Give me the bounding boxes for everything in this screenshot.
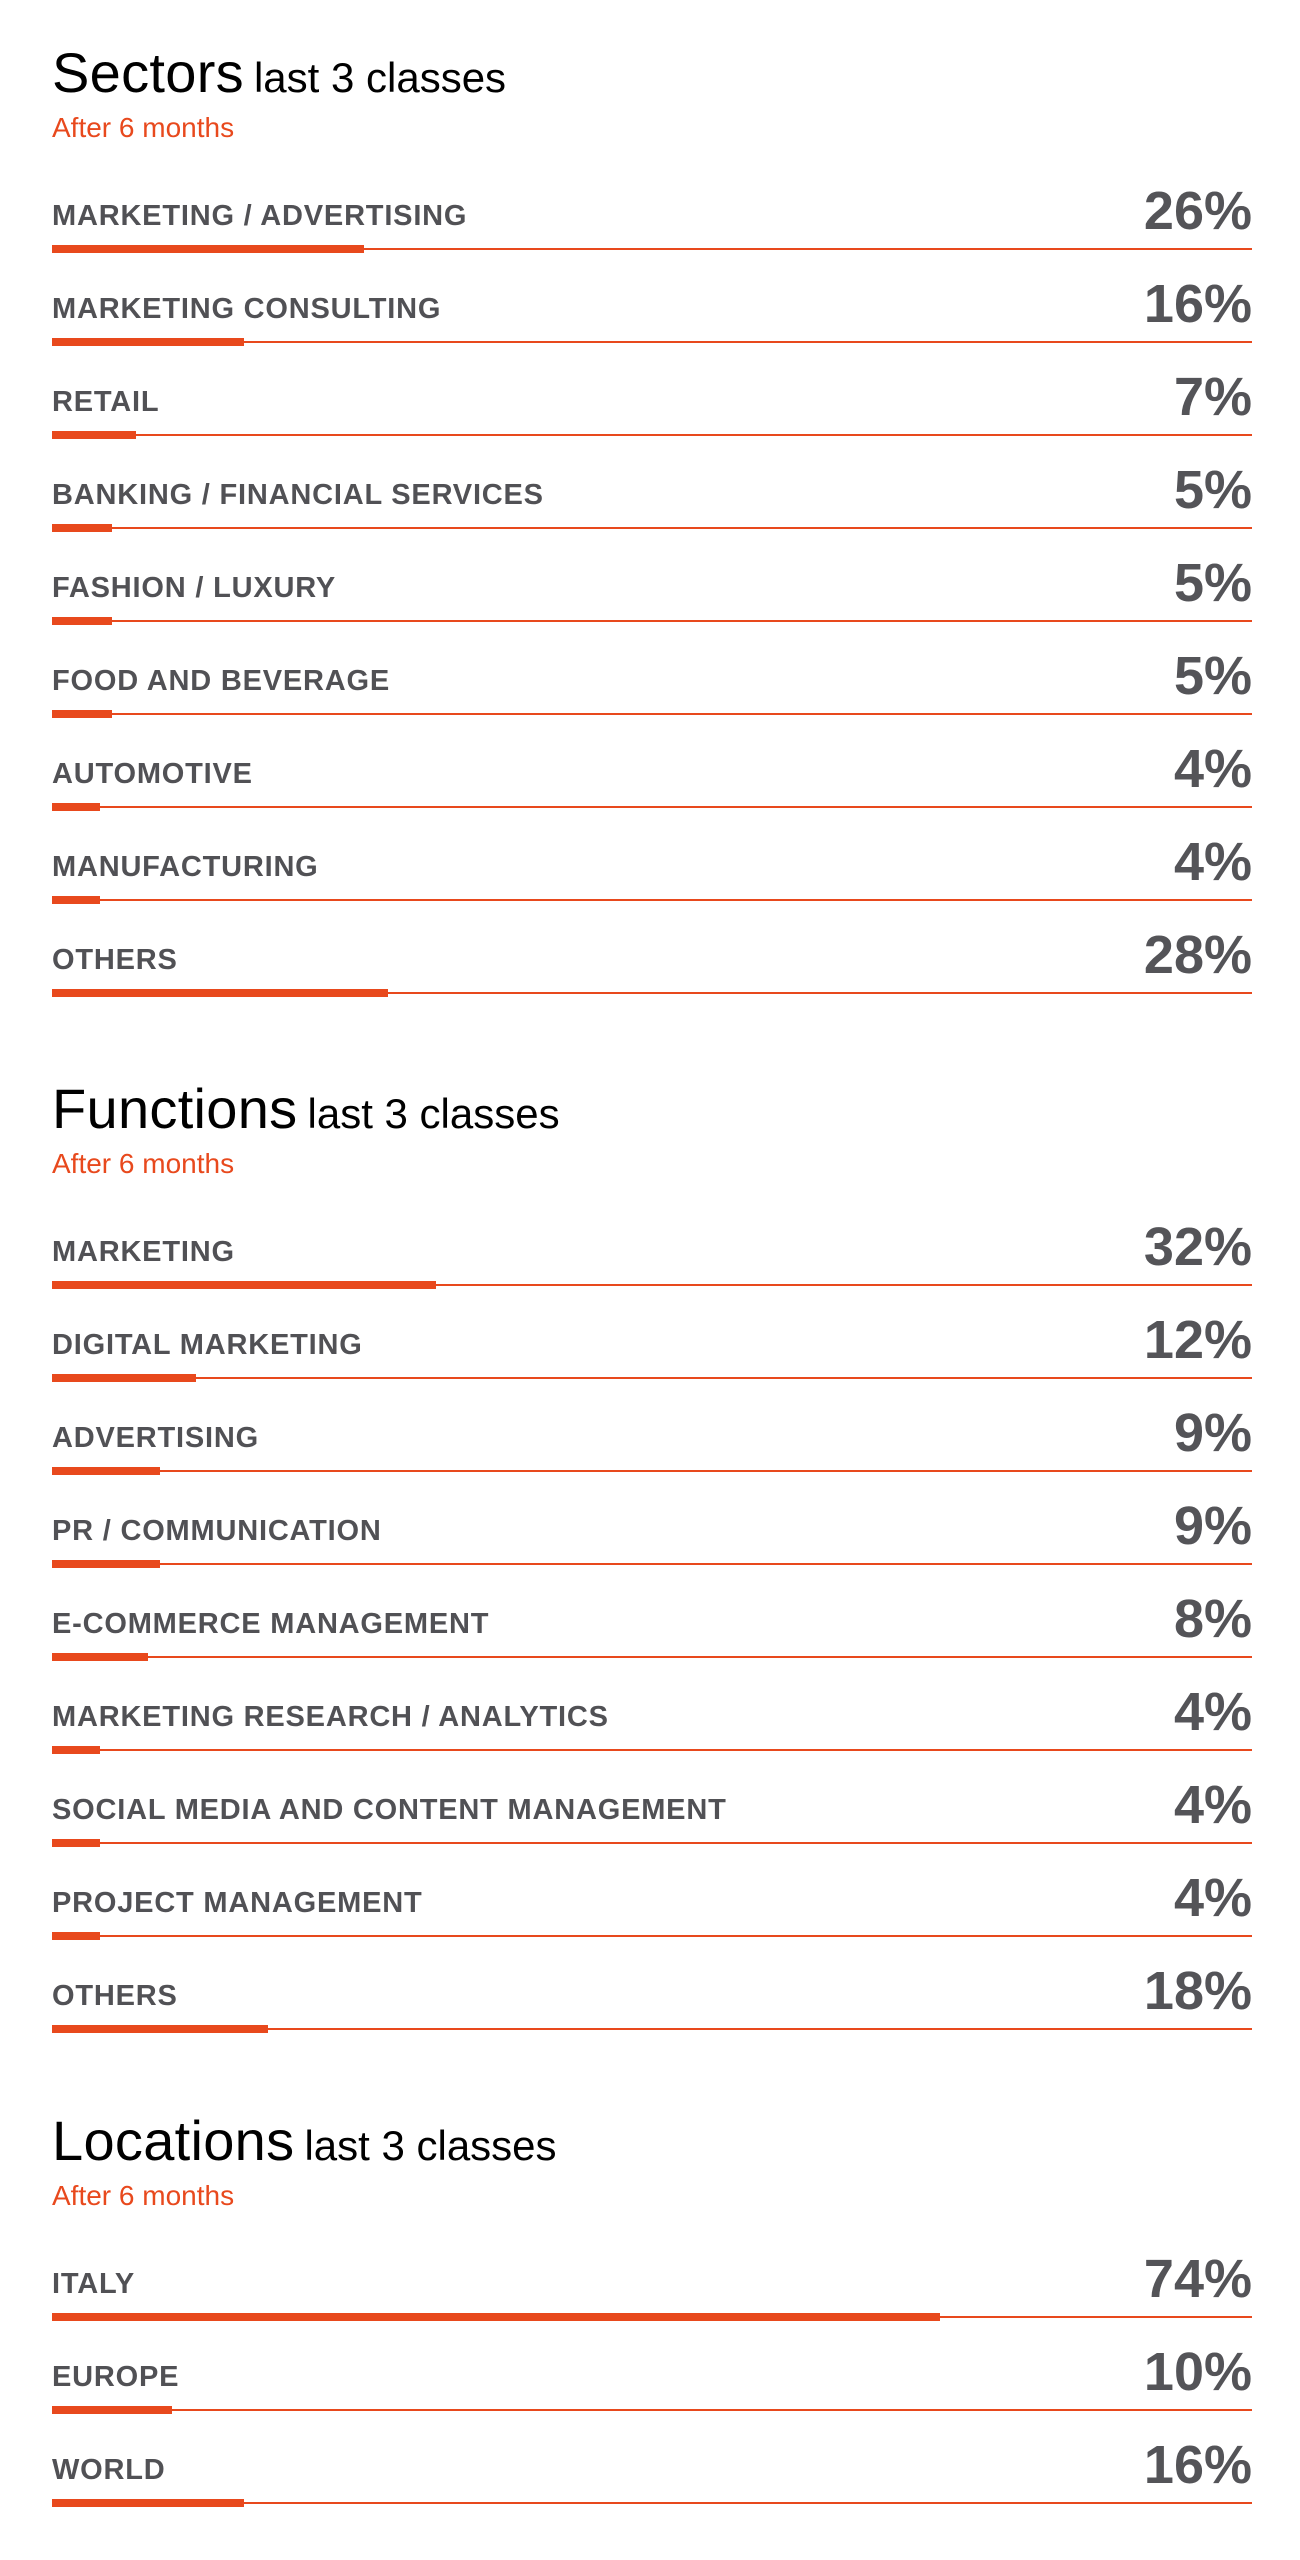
percent-value: 4% (1173, 739, 1252, 799)
percent-value: 28% (1143, 925, 1252, 985)
bar-fill (52, 524, 112, 532)
section-subtitle: last 3 classes (304, 2122, 557, 2169)
section-subtitle: last 3 classes (253, 54, 507, 101)
bar-row (52, 1772, 1252, 1865)
bar-row (52, 1586, 1252, 1679)
section-heading (52, 2108, 1252, 2174)
percent-value: 7% (1173, 367, 1252, 427)
category-label: AUTOMOTIVE (52, 758, 253, 790)
section-title: Locations (52, 2109, 295, 2172)
category-label: FOOD AND BEVERAGE (52, 665, 390, 697)
bar-track (52, 434, 1252, 436)
bar-row (52, 1958, 1252, 2051)
bar-track (52, 620, 1252, 622)
bar-fill (52, 617, 112, 625)
bar-row (52, 643, 1252, 736)
bar-track (52, 1842, 1252, 1844)
percent-value: 9% (1173, 1496, 1252, 1556)
section-heading (52, 40, 1252, 106)
bar-fill (52, 1467, 160, 1475)
bar-track (52, 713, 1252, 715)
percent-value: 5% (1173, 460, 1252, 520)
section-note: After 6 months (52, 2180, 235, 2211)
bar-row (52, 922, 1252, 1015)
bar-fill (52, 1281, 436, 1289)
bar-track (52, 2409, 1252, 2411)
bar-row (52, 271, 1252, 364)
bar-fill (52, 1932, 100, 1940)
bar-fill (52, 1560, 160, 1568)
category-label: OTHERS (52, 944, 178, 976)
bar-track (52, 1656, 1252, 1658)
category-label: OTHERS (52, 1980, 178, 2012)
bar-row (52, 829, 1252, 922)
category-label: MARKETING RESEARCH / ANALYTICS (52, 1701, 609, 1733)
bar-track (52, 527, 1252, 529)
category-label: WORLD (52, 2454, 166, 2486)
percent-value: 74% (1143, 2249, 1252, 2309)
category-label: MARKETING (52, 1236, 235, 1268)
category-label: MARKETING CONSULTING (52, 293, 442, 325)
percent-value: 12% (1143, 1310, 1252, 1370)
category-label: FASHION / LUXURY (52, 572, 337, 604)
bar-row (52, 550, 1252, 643)
category-label: PR / COMMUNICATION (52, 1515, 382, 1547)
section-note: After 6 months (52, 1148, 235, 1179)
percent-value: 4% (1173, 1868, 1252, 1928)
category-label: PROJECT MANAGEMENT (52, 1887, 423, 1919)
bar-track (52, 899, 1252, 901)
bar-row (52, 2339, 1252, 2432)
bar-fill (52, 2406, 172, 2414)
section-note: After 6 months (52, 112, 235, 143)
bar-row (52, 1865, 1252, 1958)
category-label: MANUFACTURING (52, 851, 319, 883)
bar-row (52, 1400, 1252, 1493)
section-title: Sectors (52, 41, 244, 104)
bar-fill (52, 1839, 100, 1847)
percent-value: 4% (1173, 832, 1252, 892)
functions-section (52, 1076, 1252, 2051)
bar-row (52, 1214, 1252, 1307)
bar-fill (52, 1746, 100, 1754)
category-label: E-COMMERCE MANAGEMENT (52, 1608, 490, 1640)
bar-list (52, 2246, 1252, 2525)
bar-row (52, 1493, 1252, 1586)
bar-row (52, 1679, 1252, 1772)
percent-value: 16% (1143, 2435, 1252, 2495)
bar-list (52, 1214, 1252, 2051)
bar-row (52, 178, 1252, 271)
percent-value: 32% (1143, 1217, 1252, 1277)
bar-list (52, 178, 1252, 1015)
bar-track (52, 1563, 1252, 1565)
bar-row (52, 457, 1252, 550)
bar-fill (52, 338, 244, 346)
category-label: SOCIAL MEDIA AND CONTENT MANAGEMENT (52, 1794, 727, 1826)
bar-track (52, 806, 1252, 808)
percent-value: 26% (1143, 181, 1252, 241)
bar-fill (52, 431, 136, 439)
section-heading (52, 1076, 1252, 1142)
bar-row (52, 2432, 1252, 2525)
percent-value: 4% (1173, 1775, 1252, 1835)
category-label: BANKING / FINANCIAL SERVICES (52, 479, 544, 511)
bar-row (52, 364, 1252, 457)
bar-row (52, 736, 1252, 829)
percent-value: 18% (1143, 1961, 1252, 2021)
locations-section (52, 2108, 1252, 2525)
category-label: ITALY (52, 2268, 135, 2300)
bar-fill (52, 245, 364, 253)
percent-value: 9% (1173, 1403, 1252, 1463)
percent-value: 4% (1173, 1682, 1252, 1742)
bar-fill (52, 2313, 940, 2321)
bar-fill (52, 710, 112, 718)
bar-fill (52, 2025, 268, 2033)
bar-fill (52, 1653, 148, 1661)
bar-track (52, 1749, 1252, 1751)
percent-value: 5% (1173, 646, 1252, 706)
category-label: MARKETING / ADVERTISING (52, 200, 468, 232)
category-label: DIGITAL MARKETING (52, 1329, 363, 1361)
bar-fill (52, 2499, 244, 2507)
bar-row (52, 2246, 1252, 2339)
bar-row (52, 1307, 1252, 1400)
bar-fill (52, 1374, 196, 1382)
bar-fill (52, 896, 100, 904)
bar-track (52, 1935, 1252, 1937)
bar-fill (52, 803, 100, 811)
bar-track (52, 1470, 1252, 1472)
category-label: ADVERTISING (52, 1422, 259, 1454)
bar-fill (52, 989, 388, 997)
percent-value: 8% (1173, 1589, 1252, 1649)
category-label: EUROPE (52, 2361, 180, 2393)
category-label: RETAIL (52, 386, 160, 418)
section-title: Functions (52, 1077, 298, 1140)
sectors-section (52, 40, 1252, 1015)
percent-value: 10% (1143, 2342, 1252, 2402)
bar-track (52, 1377, 1252, 1379)
section-subtitle: last 3 classes (307, 1090, 560, 1137)
percent-value: 5% (1173, 553, 1252, 613)
percent-value: 16% (1143, 274, 1252, 334)
